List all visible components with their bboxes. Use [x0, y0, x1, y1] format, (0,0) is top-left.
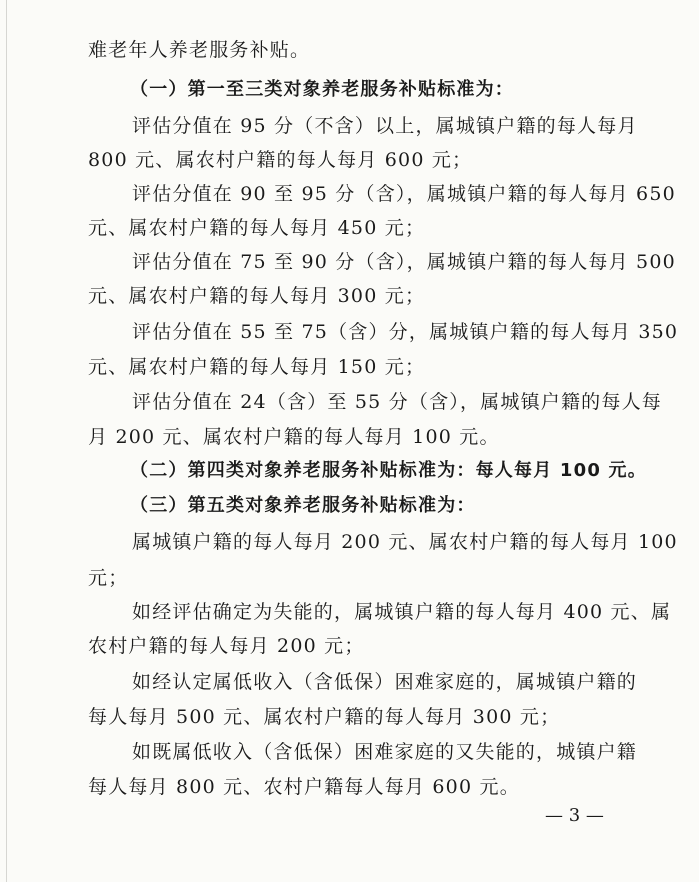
text-line: 难老年人养老服务补贴。: [88, 39, 311, 61]
text-line: 如经评估确定为失能的，属城镇户籍的每人每月 400 元、属: [132, 601, 672, 623]
text-line: 评估分值在 75 至 90 分（含），属城镇户籍的每人每月 500: [132, 251, 676, 273]
text-line: 属城镇户籍的每人每月 200 元、属农村户籍的每人每月 100: [132, 531, 678, 553]
text-line: 月 200 元、属农村户籍的每人每月 100 元。: [88, 426, 500, 448]
text-line: 如既属低收入（含低保）困难家庭的又失能的，城镇户籍: [132, 741, 638, 763]
page-number: — 3 —: [545, 805, 604, 826]
section-heading: （二）第四类对象养老服务补贴标准为：每人每月 100 元。: [130, 460, 647, 481]
text-line: 农村户籍的每人每月 200 元；: [88, 635, 365, 657]
page-edge: [6, 0, 7, 882]
text-line: 800 元、属农村户籍的每人每月 600 元；: [88, 149, 473, 171]
text-line: 评估分值在 90 至 95 分（含），属城镇户籍的每人每月 650: [132, 183, 676, 205]
text-line: 如经认定属低收入（含低保）困难家庭的，属城镇户籍的: [132, 671, 638, 693]
section-heading: （一）第一至三类对象养老服务补贴标准为：: [130, 79, 514, 100]
text-line: 评估分值在 55 至 75（含）分，属城镇户籍的每人每月 350: [132, 321, 679, 343]
text-line: 元、属农村户籍的每人每月 300 元；: [88, 285, 426, 307]
text-line: 元、属农村户籍的每人每月 450 元；: [88, 217, 426, 239]
text-line: 元；: [88, 567, 129, 589]
text-line: 评估分值在 95 分（不含）以上，属城镇户籍的每人每月: [132, 115, 638, 137]
text-line: 评估分值在 24（含）至 55 分（含），属城镇户籍的每人每: [132, 391, 662, 413]
text-line: 元、属农村户籍的每人每月 150 元；: [88, 356, 426, 378]
text-line: 每人每月 800 元、农村户籍每人每月 600 元。: [88, 776, 520, 798]
section-heading: （三）第五类对象养老服务补贴标准为：: [130, 495, 476, 516]
text-line: 每人每月 500 元、属农村户籍的每人每月 300 元；: [88, 706, 561, 728]
